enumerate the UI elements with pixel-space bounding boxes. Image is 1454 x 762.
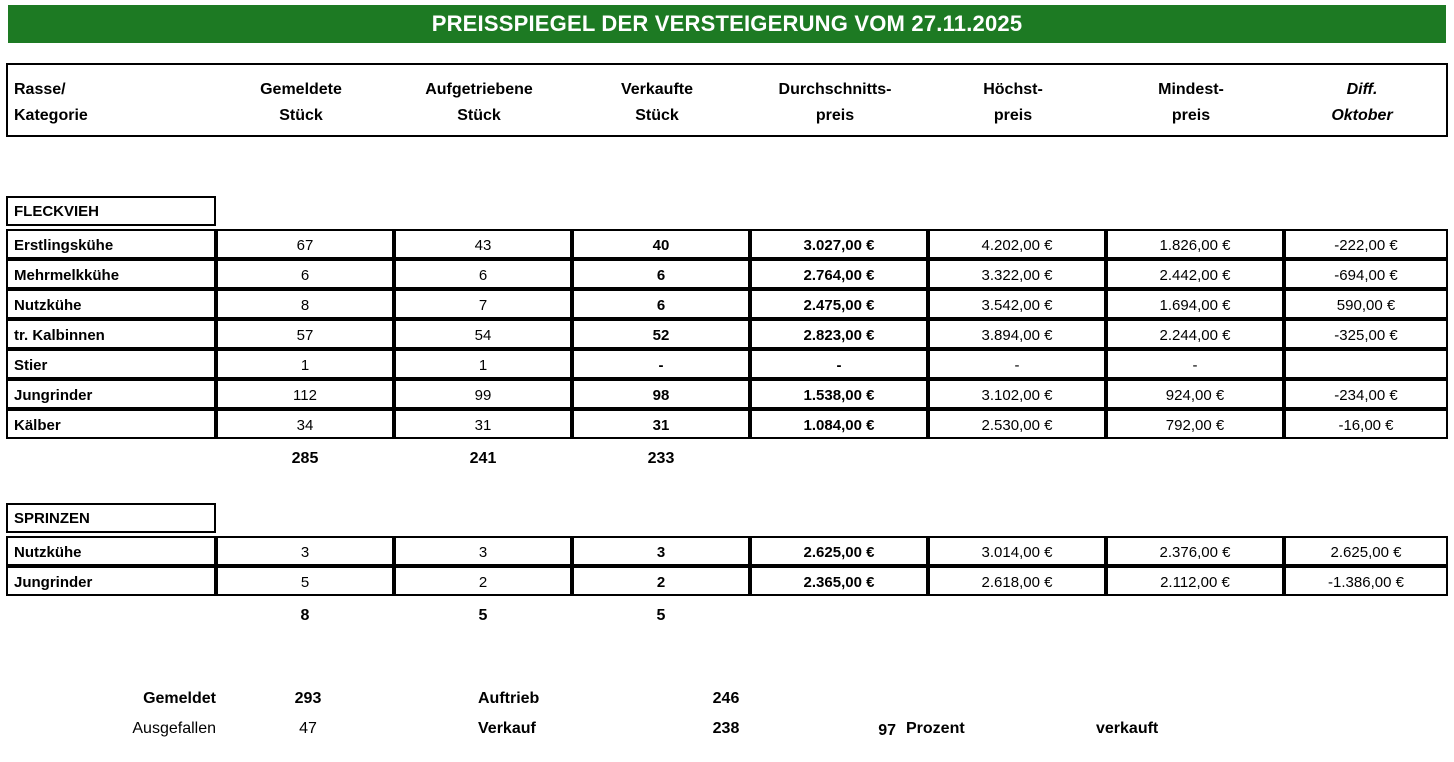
cell-verkaufte: 52 [572, 319, 750, 349]
cell-mindestpreis: 2.112,00 € [1106, 566, 1284, 596]
header-durchschnittspreis-line1: Durchschnitts- [778, 81, 892, 98]
cell-mindestpreis: 792,00 € [1106, 409, 1284, 439]
table-row [6, 409, 1448, 439]
header-gemeldete-line1: Gemeldete [260, 81, 342, 98]
cell-aufgetriebene: 31 [394, 409, 572, 439]
cell-hoechstpreis: 3.322,00 € [928, 259, 1106, 289]
cell-mindestpreis: 2.244,00 € [1106, 319, 1284, 349]
cell-diff-oktober: -234,00 € [1284, 379, 1448, 409]
document-title-bar [8, 5, 1446, 43]
cell-gemeldete: 8 [216, 289, 394, 319]
header-mindestpreis-line2: preis [1171, 107, 1211, 124]
cell-verkaufte: 6 [572, 259, 750, 289]
cell-hoechstpreis: 3.894,00 € [928, 319, 1106, 349]
cell-diff-oktober: 590,00 € [1284, 289, 1448, 319]
cell-mindestpreis: 1.694,00 € [1106, 289, 1284, 319]
cell-gemeldete: 5 [216, 566, 394, 596]
row-label: Nutzkühe [6, 289, 216, 319]
total-gemeldete: 285 [291, 450, 319, 467]
table-row [6, 379, 1448, 409]
cell-mindestpreis: 924,00 € [1106, 379, 1284, 409]
total-aufgetriebene: 241 [469, 450, 497, 467]
cell-verkaufte: 2 [572, 566, 750, 596]
header-diff-line2: Oktober [1331, 107, 1393, 124]
header-hoechstpreis-line1: Höchst- [983, 81, 1043, 98]
row-label: Kälber [6, 409, 216, 439]
cell-diff-oktober: -222,00 € [1284, 229, 1448, 259]
cell-diff-oktober: -694,00 € [1284, 259, 1448, 289]
cell-hoechstpreis: 4.202,00 € [928, 229, 1106, 259]
header-verkaufte-line1: Verkaufte [620, 81, 694, 98]
cell-durchschnittspreis: 1.538,00 € [750, 379, 928, 409]
header-aufgetriebene-line1: Aufgetriebene [425, 81, 533, 98]
summary-prozent-label: Prozent [906, 720, 965, 737]
table-row [6, 229, 1448, 259]
cell-aufgetriebene: 1 [394, 349, 572, 379]
table-row [6, 349, 1448, 379]
cell-aufgetriebene: 2 [394, 566, 572, 596]
row-label: Stier [6, 349, 216, 379]
header-diff-line1: Diff. [1346, 81, 1378, 98]
group-totals-sprinzen [6, 602, 1448, 630]
cell-gemeldete: 34 [216, 409, 394, 439]
summary-block [6, 686, 1448, 756]
cell-verkaufte: 6 [572, 289, 750, 319]
cell-diff-oktober [1284, 349, 1448, 379]
page-title: PREISSPIEGEL DER VERSTEIGERUNG VOM 27.11.2025 [431, 11, 1023, 36]
cell-durchschnittspreis: - [750, 349, 928, 379]
cell-gemeldete: 6 [216, 259, 394, 289]
group-header-fleckvieh: FLECKVIEH [6, 196, 216, 226]
cell-hoechstpreis: 2.618,00 € [928, 566, 1106, 596]
cell-verkaufte: 31 [572, 409, 750, 439]
cell-diff-oktober: -1.386,00 € [1284, 566, 1448, 596]
cell-aufgetriebene: 54 [394, 319, 572, 349]
cell-verkaufte: - [572, 349, 750, 379]
cell-durchschnittspreis: 2.764,00 € [750, 259, 928, 289]
cell-verkaufte: 98 [572, 379, 750, 409]
cell-gemeldete: 112 [216, 379, 394, 409]
cell-hoechstpreis: 2.530,00 € [928, 409, 1106, 439]
cell-hoechstpreis: - [928, 349, 1106, 379]
cell-diff-oktober: -16,00 € [1284, 409, 1448, 439]
group-header-sprinzen: SPRINZEN [6, 503, 216, 533]
summary-ausgefallen-value: 47 [299, 720, 317, 737]
cell-diff-oktober: 2.625,00 € [1284, 536, 1448, 566]
cell-durchschnittspreis: 2.475,00 € [750, 289, 928, 319]
summary-verkauf-value: 238 [712, 720, 740, 737]
summary-verkauf-label: Verkauf [478, 720, 536, 737]
group-totals-fleckvieh [6, 445, 1448, 473]
summary-prozent-value: 97 [878, 722, 896, 739]
cell-gemeldete: 67 [216, 229, 394, 259]
cell-aufgetriebene: 6 [394, 259, 572, 289]
header-rasse-line1: Rasse/ [14, 81, 66, 98]
summary-auftrieb-value: 246 [712, 690, 740, 707]
summary-auftrieb-label: Auftrieb [478, 690, 540, 707]
cell-aufgetriebene: 7 [394, 289, 572, 319]
row-label: Erstlingskühe [6, 229, 216, 259]
row-label: Jungrinder [6, 566, 216, 596]
cell-gemeldete: 1 [216, 349, 394, 379]
header-aufgetriebene-line2: Stück [457, 107, 501, 124]
cell-aufgetriebene: 43 [394, 229, 572, 259]
summary-gemeldet-label: Gemeldet [143, 690, 216, 707]
cell-diff-oktober: -325,00 € [1284, 319, 1448, 349]
cell-durchschnittspreis: 2.365,00 € [750, 566, 928, 596]
cell-durchschnittspreis: 3.027,00 € [750, 229, 928, 259]
cell-hoechstpreis: 3.542,00 € [928, 289, 1106, 319]
total-verkaufte: 5 [656, 607, 666, 624]
cell-durchschnittspreis: 2.823,00 € [750, 319, 928, 349]
header-mindestpreis-line1: Mindest- [1158, 81, 1224, 98]
table-header [6, 63, 1448, 137]
cell-verkaufte: 3 [572, 536, 750, 566]
cell-mindestpreis: - [1106, 349, 1284, 379]
header-hoechstpreis-line2: preis [993, 107, 1033, 124]
row-label: Nutzkühe [6, 536, 216, 566]
table-row [6, 536, 1448, 566]
header-verkaufte-line2: Stück [635, 107, 679, 124]
summary-verkauft-label: verkauft [1096, 720, 1159, 737]
cell-verkaufte: 40 [572, 229, 750, 259]
header-rasse-line2: Kategorie [14, 107, 88, 124]
row-label: Jungrinder [6, 379, 216, 409]
cell-durchschnittspreis: 1.084,00 € [750, 409, 928, 439]
table-row [6, 319, 1448, 349]
cell-mindestpreis: 2.376,00 € [1106, 536, 1284, 566]
cell-mindestpreis: 1.826,00 € [1106, 229, 1284, 259]
total-verkaufte: 233 [647, 450, 675, 467]
table-row [6, 259, 1448, 289]
header-durchschnittspreis-line2: preis [815, 107, 855, 124]
header-gemeldete-line2: Stück [279, 107, 323, 124]
cell-hoechstpreis: 3.014,00 € [928, 536, 1106, 566]
cell-hoechstpreis: 3.102,00 € [928, 379, 1106, 409]
table-row [6, 566, 1448, 596]
table-row [6, 289, 1448, 319]
cell-gemeldete: 57 [216, 319, 394, 349]
summary-gemeldet-value: 293 [294, 690, 322, 707]
cell-durchschnittspreis: 2.625,00 € [750, 536, 928, 566]
cell-mindestpreis: 2.442,00 € [1106, 259, 1284, 289]
cell-gemeldete: 3 [216, 536, 394, 566]
summary-ausgefallen-label: Ausgefallen [132, 720, 216, 737]
total-gemeldete: 8 [300, 607, 310, 624]
row-label: tr. Kalbinnen [6, 319, 216, 349]
row-label: Mehrmelkkühe [6, 259, 216, 289]
total-aufgetriebene: 5 [478, 607, 488, 624]
cell-aufgetriebene: 99 [394, 379, 572, 409]
cell-aufgetriebene: 3 [394, 536, 572, 566]
